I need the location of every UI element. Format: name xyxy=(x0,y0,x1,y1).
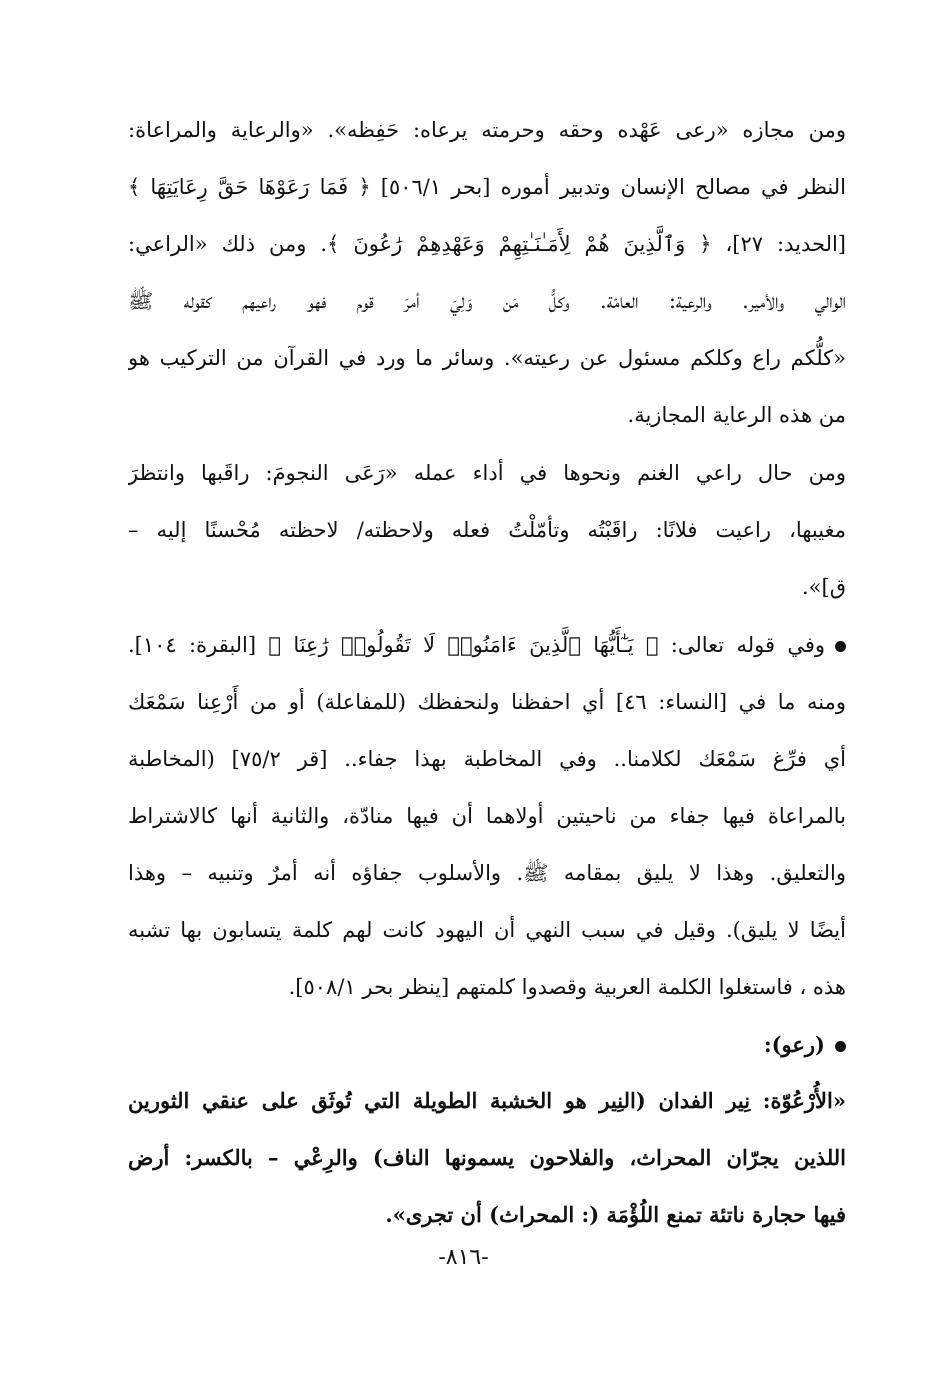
text-line: مغيبها، راعيت فلانًا: راقَبْتُه وتأمّلْتُ فعله ولاحظته/ لاحظته مُحْسنًا إليه – xyxy=(128,518,846,542)
paragraph-4 xyxy=(128,1072,846,1243)
paragraph-2 xyxy=(128,445,846,616)
text-line: «الأُرْعُوّة: نِير الفدان (النِير هو الخشبة الطويلة التي تُوثَق على عنقي الثورين xyxy=(128,1088,846,1113)
text-line: هذه ، فاستغلوا الكلمة العربية وقصدوا كلمتهم [ينظر بحر ٥٠٨/١]. xyxy=(288,975,846,999)
entry-heading-block xyxy=(128,1016,846,1073)
heading-text: (رعو): xyxy=(763,1032,825,1057)
text-line: ومنه ما في [النساء: ٤٦] أي احفظنا ولنحفظك (للمفاعلة) أو من أَرْعِنا سَمْعَك xyxy=(128,690,846,714)
text-line: والتعليق. وهذا لا يليق بمقامه ﷺ. والأسلوب جفاؤه أنه أمرٌ وتنبيه – وهذا xyxy=(128,861,846,885)
text-line: «كلُّكم راع وكلكم مسئول عن رعيته». وسائر ما ورد في القرآن من التركيب هو xyxy=(128,346,846,370)
bullet-line xyxy=(128,617,846,674)
text-line: أي فرِّغ سَمْعَك لكلامنا.. وفي المخاطبة بهذا جفاء.. [قر ٧٥/٢] (المخاطبة xyxy=(128,747,846,771)
text-line: بالمراعاة فيها جفاء من ناحيتين أولاهما أن فيها منادّة، والثانية أنها كالاشتراط xyxy=(128,804,846,828)
page-number: -٨١٦- xyxy=(438,1245,489,1270)
bullet-icon xyxy=(835,1041,846,1052)
text-line: [الحديد: ٢٧]، ﴿ وَٱلَّذِينَ هُمْ لِأَمَـٰنَـٰتِهِمْ وَعَهْدِهِمْ رَٰعُونَ ﴾. ومن ذلك «الراعي: xyxy=(128,232,846,256)
paragraph-3 xyxy=(128,617,846,1016)
paragraph-1 xyxy=(128,102,846,444)
text-line: النظر في مصالح الإنسان وتدبير أموره [بحر ٥٠٦/١] ﴿ فَمَا رَعَوْهَا حَقَّ رِعَايَتِهَا ﴾ xyxy=(128,175,846,199)
text-line: الوالي والأمير. والرعية: العامّة. وكلُّ مَن وَلِيَ أمرَ قوم فهو راعيهم كقوله ﷺ xyxy=(128,289,846,313)
text-line: أيضًا لا يليق). وقيل في سبب النهي أن اليهود كانت لهم كلمة يتسابون بها تشبه xyxy=(128,918,846,942)
text-line: ومن مجازه «رعى عَهْده وحقه وحرمته يرعاه: حَفِظه». «والرعاية والمراعاة: xyxy=(128,118,846,142)
text-line: وفي قوله تعالى: ﴿ يَـٰٓأَيُّهَا ٱلَّذِينَ ءَامَنُوا۟ لَا تَقُولُوا۟ رَٰعِنَا ﴾ [البقرة: ١٠٤]. xyxy=(128,633,825,657)
text-line: ومن حال راعي الغنم ونحوها في أداء عمله «رَعَى النجومَ: راقَبها وانتظرَ xyxy=(128,461,846,485)
bullet-icon xyxy=(835,641,846,652)
text-line: فيها حجارة ناتئة تمنع اللُؤْمَة (: المحراث) أن تجرى». xyxy=(385,1202,846,1227)
entry-heading xyxy=(128,1016,846,1073)
text-line: ق]». xyxy=(801,575,846,599)
text-line: من هذه الرعاية المجازية. xyxy=(627,403,846,427)
text-line: اللذين يجرّان المحراث، والفلاحون يسمونها الناف) والرِعْي – بالكسر: أرض xyxy=(128,1145,846,1170)
